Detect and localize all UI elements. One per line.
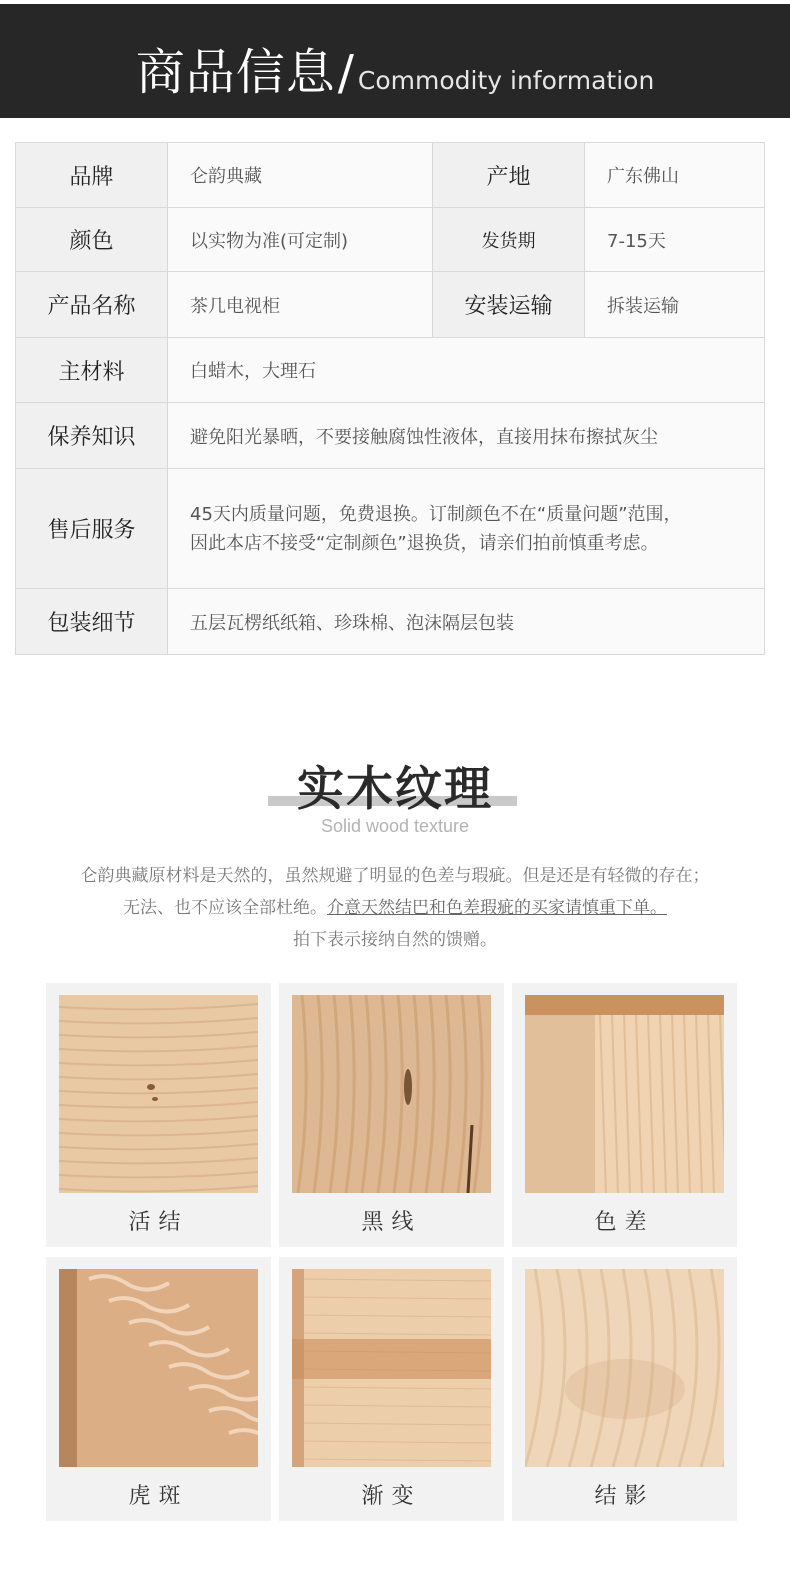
wood-sample-image bbox=[292, 995, 491, 1193]
desc-line-2-plain: 无法、也不应该全部杜绝。 bbox=[123, 898, 327, 918]
wood-sample-image bbox=[59, 995, 258, 1193]
package-label: 包装细节 bbox=[16, 589, 168, 655]
aftersale-line-2: 因此本店不接受“定制颜色”退换货，请亲们拍前慎重考虑。 bbox=[190, 532, 659, 554]
table-row bbox=[16, 589, 765, 655]
texture-title bbox=[0, 752, 790, 819]
color-label: 颜色 bbox=[16, 208, 168, 272]
sample-label: 结影 bbox=[594, 1484, 655, 1509]
package-value: 五层瓦楞纸纸箱、珍珠棉、泡沫隔层包装 bbox=[168, 589, 765, 655]
desc-line-3: 拍下表示接纳自然的馈赠。 bbox=[293, 930, 497, 950]
header-separator: / bbox=[337, 45, 354, 101]
care-label: 保养知识 bbox=[16, 403, 168, 469]
origin-label: 产地 bbox=[433, 143, 585, 208]
material-value: 白蜡木，大理石 bbox=[168, 338, 765, 403]
origin-value: 广东佛山 bbox=[585, 143, 765, 208]
sample-card bbox=[279, 1257, 504, 1521]
ship-label: 发货期 bbox=[433, 208, 585, 272]
sample-card bbox=[46, 983, 271, 1247]
wood-sample-image bbox=[525, 995, 724, 1193]
color-value: 以实物为准(可定制) bbox=[168, 208, 433, 272]
desc-line-1: 仑韵典藏原材料是天然的，虽然规避了明显的色差与瑕疵。但是还是有轻微的存在； bbox=[80, 866, 710, 886]
install-label: 安装运输 bbox=[433, 272, 585, 338]
care-value: 避免阳光暴晒，不要接触腐蚀性液体，直接用抹布擦拭灰尘 bbox=[168, 403, 765, 469]
sample-label: 色差 bbox=[594, 1210, 655, 1235]
table-row bbox=[16, 403, 765, 469]
product-name-label: 产品名称 bbox=[16, 272, 168, 338]
sample-label: 活结 bbox=[128, 1210, 189, 1235]
aftersale-label: 售后服务 bbox=[16, 469, 168, 589]
install-value: 拆装运输 bbox=[585, 272, 765, 338]
sample-label: 渐变 bbox=[361, 1484, 422, 1509]
aftersale-line-1: 45天内质量问题，免费退换。订制颜色不在“质量问题”范围， bbox=[190, 503, 682, 525]
desc-line-2-emphasis: 介意天然结巴和色差瑕疵的买家请慎重下单。 bbox=[327, 898, 667, 918]
table-row bbox=[16, 338, 765, 403]
material-label: 主材料 bbox=[16, 338, 168, 403]
table-row bbox=[16, 143, 765, 208]
header-title-en: Commodity information bbox=[357, 66, 655, 95]
texture-description bbox=[0, 860, 790, 956]
sample-label: 虎斑 bbox=[128, 1484, 189, 1509]
desc-line-2 bbox=[0, 892, 790, 924]
table-row bbox=[16, 208, 765, 272]
wood-sample-image bbox=[525, 1269, 724, 1467]
sample-card bbox=[46, 1257, 271, 1521]
product-name-value: 茶几电视柜 bbox=[168, 272, 433, 338]
commodity-info-table bbox=[15, 142, 765, 655]
table-row bbox=[16, 469, 765, 589]
aftersale-value bbox=[168, 469, 765, 589]
sample-card bbox=[279, 983, 504, 1247]
sample-card bbox=[512, 983, 737, 1247]
sample-label: 黑线 bbox=[361, 1210, 422, 1235]
wood-sample-image bbox=[59, 1269, 258, 1467]
table-row bbox=[16, 272, 765, 338]
section-header bbox=[0, 0, 790, 118]
ship-value: 7-15天 bbox=[585, 208, 765, 272]
texture-title-cn: 实木纹理 bbox=[297, 762, 493, 817]
texture-title-en: Solid wood texture bbox=[320, 816, 470, 836]
brand-value: 仑韵典藏 bbox=[168, 143, 433, 208]
brand-label: 品牌 bbox=[16, 143, 168, 208]
sample-card bbox=[512, 1257, 737, 1521]
wood-sample-image bbox=[292, 1269, 491, 1467]
header-title-cn: 商品信息 bbox=[135, 44, 336, 101]
